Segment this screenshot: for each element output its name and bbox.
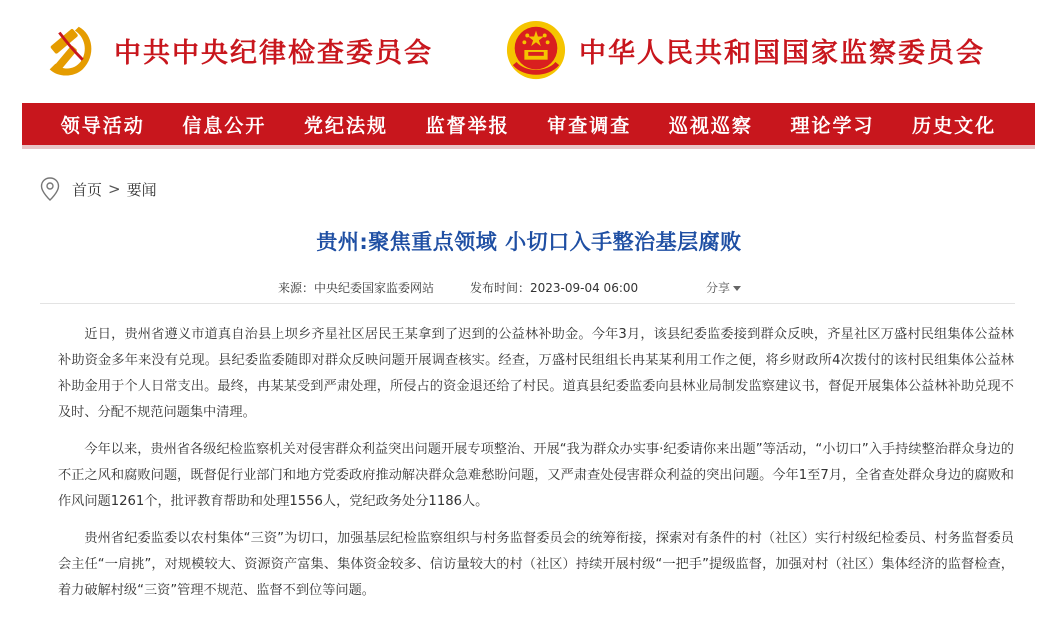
article-publish-time: 发布时间：2023-09-04 06:00 [470, 281, 639, 295]
nsc-brand[interactable] [505, 20, 985, 80]
main-nav [22, 103, 1035, 145]
article-source: 来源：中央纪委国家监委网站 [278, 281, 435, 295]
breadcrumb-separator: > [108, 180, 121, 198]
article-paragraph: 贵州省纪委监委以农村集体“三资”为切口，加强基层纪检监察组织与村务监督委员会的统筹衔接，探索对有条件的村（社区）实行村级纪检委员、村务监督委员会主任“一肩挑”，对规模较大、资源资产富集、集体资金较多、信访量较大的村（社区）持续开展村级“一把手”提级监督，加强对村（社区）集体经济的监督检查，着力破解村级“三资”管理不规范、监督不到位等问题。 [58, 531, 1014, 598]
right-org-name: 中华人民共和国国家监察委员会 [579, 37, 985, 69]
article-paragraph: 近日，贵州省遵义市道真自治县上坝乡齐星社区居民王某拿到了迟到的公益林补助金。今年3月，该县纪委监委接到群众反映，齐星社区万盛村民组集体公益林补助资金多年来没有兑现。县纪委监委随即对群众反映问题开展调查核实。经查，万盛村民组组长冉某某利用工作之便，将乡财政所4次拨付的该村民组集体公益林补助金用于个人日常支出。最终，冉某某受到严肃处理，所侵占的资金退还给了村民。道真县纪委监委向县林业局制发监察建议书，督促开展集体公益林补助兑现不及时、分配不规范问题集中清理。 [58, 327, 1014, 420]
nav-item-inspection[interactable]: 巡视巡察 [668, 114, 753, 137]
nav-shadow [22, 145, 1035, 149]
share-label: 分享 [706, 281, 731, 295]
nav-item-leadership[interactable]: 领导活动 [60, 114, 145, 137]
ccdi-brand[interactable] [40, 20, 433, 80]
nav-item-report[interactable]: 监督举报 [425, 114, 510, 137]
article-paragraph: 今年以来，贵州省各级纪检监察机关对侵害群众利益突出问题开展专项整治、开展“我为群众办实事·纪委请你来出题”等活动，“小切口”入手持续整治群众身边的不正之风和腐败问题，既督促行业部门和地方党委政府推动解决群众急难愁盼问题，又严肃查处侵害群众利益的突出问题。今年1至7月，全省查处群众身边的腐败和作风问题1261个，批评教育帮助和处理1556人，党纪政务处分1186人。 [58, 442, 1014, 509]
breadcrumb [40, 177, 157, 201]
breadcrumb-current[interactable]: 要闻 [126, 180, 157, 199]
site-header [0, 0, 1058, 100]
location-pin-icon [40, 177, 60, 201]
share-button[interactable] [706, 279, 741, 296]
article-body [58, 322, 1014, 615]
party-emblem-icon [40, 19, 102, 81]
nav-item-info-disclosure[interactable]: 信息公开 [182, 114, 267, 137]
nav-item-history[interactable]: 历史文化 [912, 114, 997, 137]
left-org-name: 中共中央纪律检查委员会 [114, 37, 433, 69]
national-emblem-icon [505, 19, 567, 81]
nav-item-investigation[interactable]: 审查调查 [547, 114, 632, 137]
nav-item-theory[interactable]: 理论学习 [790, 114, 875, 137]
divider [40, 303, 1015, 304]
article-title: 贵州:聚焦重点领域 小切口入手整治基层腐败 [316, 230, 742, 254]
chevron-down-icon [733, 286, 741, 291]
breadcrumb-home[interactable]: 首页 [72, 180, 103, 199]
nav-item-regulations[interactable]: 党纪法规 [304, 114, 389, 137]
